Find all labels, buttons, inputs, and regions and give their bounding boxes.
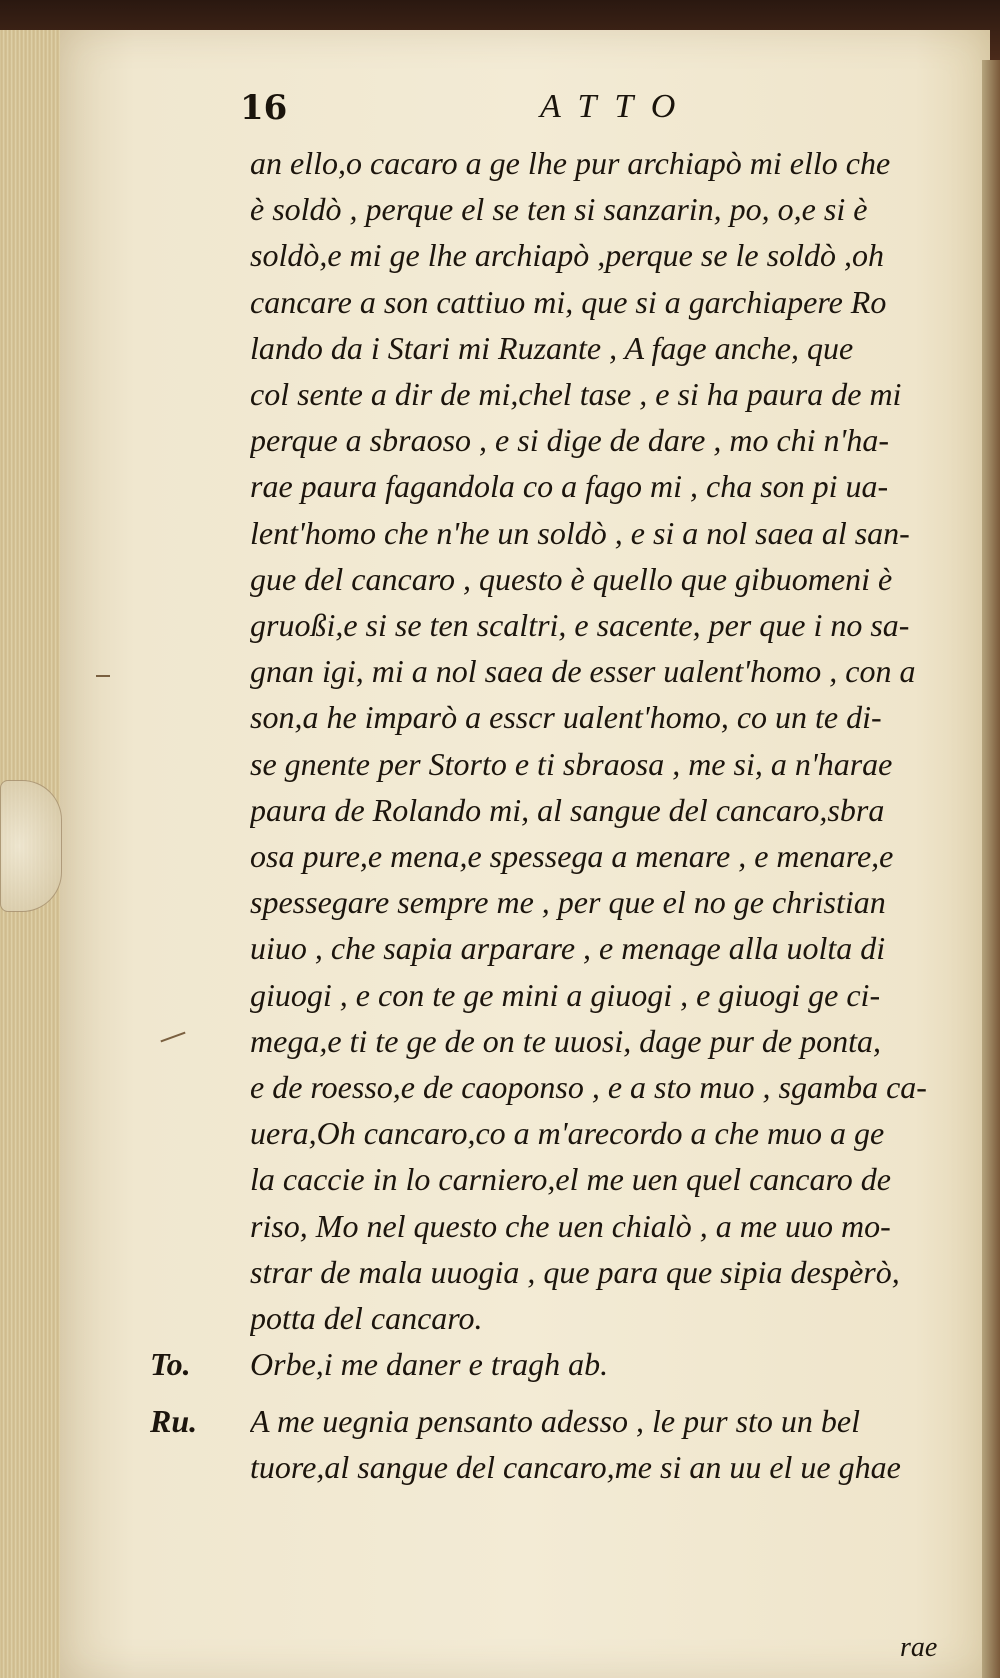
text-line: son,a he imparò a esscr ualent'homo, co un te di- <box>250 699 882 736</box>
text-line: tuore,al sangue del cancaro,me si an uu el ue ghae <box>250 1449 901 1486</box>
text-line: potta del cancaro. <box>250 1300 483 1337</box>
text-line: uera,Oh cancaro,co a m'arecordo a che muo a ge <box>250 1115 885 1152</box>
text-line: osa pure,e mena,e spessega a menare , e menare,e <box>250 838 894 875</box>
text-line: lent'homo che n'he un soldò , e si a nol saea al san- <box>250 514 910 551</box>
page-header <box>240 88 740 138</box>
text-line: gruoßi,e si se ten scaltri, e sacente, per que i no sa- <box>250 607 910 644</box>
text-line: la caccie in lo carniero,el me uen quel cancaro de <box>250 1161 891 1198</box>
text-line: Orbe,i me daner e tragh ab. <box>250 1346 609 1382</box>
speech-text <box>250 1341 970 1387</box>
speaker-label: Ru. <box>150 1403 198 1439</box>
text-line: cancare a son cattiuo mi, que si a garchiapere Ro <box>250 283 887 320</box>
text-line: rae paura fagandola co a fago mi , cha son pi ua- <box>250 468 889 505</box>
margin-mark <box>96 675 110 677</box>
text-line: A me uegnia pensanto adesso , le pur sto un bel <box>250 1403 861 1439</box>
text-line: strar de mala uuogia , que para que sipia despèrò, <box>250 1253 900 1290</box>
text-line: col sente a dir de mi,chel tase , e si ha paura de mi <box>250 376 902 413</box>
text-line: spessegare sempre me , per que el no ge christian <box>250 884 886 921</box>
page-tab-marker <box>0 780 62 912</box>
text-line: gue del cancaro , questo è quello que gibuomeni è <box>250 560 893 597</box>
text-line: an ello,o cacaro a ge lhe pur archiapò mi ello che <box>250 145 891 181</box>
catchword: rae <box>900 1632 938 1663</box>
text-line: uiuo , che sapia arparare , e menage alla uolta di <box>250 930 886 967</box>
text-line: soldò,e mi ge lhe archiapò ,perque se le soldò ,oh <box>250 237 884 274</box>
text-line: riso, Mo nel questo che uen chialò , a me uuo mo- <box>250 1207 891 1244</box>
text-line: se gnente per Storto e ti sbraosa , me si, a n'harae <box>250 745 893 782</box>
text-line: paura de Rolando mi, al sangue del cancaro,sbra <box>250 791 885 828</box>
page-number: 16 <box>240 88 288 128</box>
text-line: mega,e ti te ge de on te uuosi, dage pur de ponta, <box>250 1022 881 1059</box>
speech-text <box>250 1398 970 1490</box>
text-line: e de roesso,e de caoponso , e a sto muo , sgamba ca- <box>250 1069 927 1106</box>
text-line: giuogi , e con te ge mini a giuogi , e giuogi ge ci- <box>250 976 881 1013</box>
text-line: lando da i Stari mi Ruzante , A fage anche, que <box>250 329 854 366</box>
text-line: è soldò , perque el se ten si sanzarin, po, o,e si è <box>250 191 868 228</box>
text-line: gnan igi, mi a nol saea de esser ualent'homo , con a <box>250 653 916 690</box>
text-line: perque a sbraoso , e si dige de dare , mo chi n'ha- <box>250 422 890 459</box>
page-gutter-shadow <box>982 60 1000 1678</box>
speaker-label: To. <box>150 1346 191 1382</box>
running-head: ATTO <box>540 88 694 125</box>
main-text <box>250 140 970 1341</box>
